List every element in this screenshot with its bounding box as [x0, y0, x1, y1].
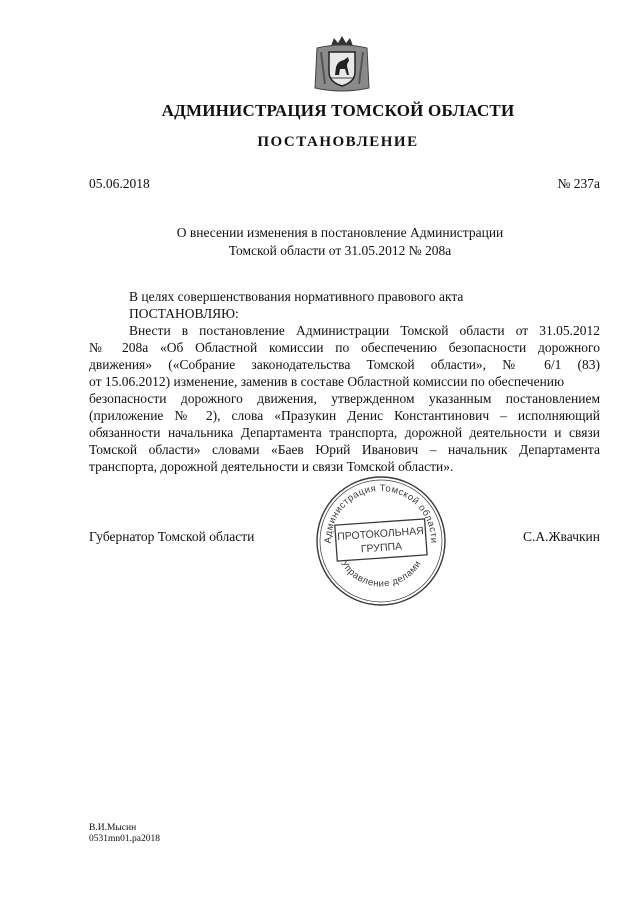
file-code: 0531mn01.ра2018	[89, 834, 160, 844]
body-line: (приложение № 2), слова «Празукин Денис Константинович – исполняющий	[89, 408, 600, 423]
document-subject	[120, 224, 560, 260]
body-line: движения» («Собрание законодательства Томской области», № 6/1 (83)	[89, 357, 600, 372]
organization-title: АДМИНИСТРАЦИЯ ТОМСКОЙ ОБЛАСТИ	[161, 101, 515, 120]
body-line: Томской области» словами «Баев Юрий Иванович – начальник Департамента	[89, 442, 600, 457]
author-initials: В.И.Мысин	[89, 823, 137, 833]
signatory-name: С.А.Жвачкин	[522, 529, 600, 544]
signatory-title: Губернатор Томской области	[89, 529, 255, 544]
svg-text:ПРОТОКОЛЬНАЯ: ПРОТОКОЛЬНАЯ	[336, 525, 425, 544]
body-line: безопасности дорожного движения, утвержденном указанным постановлением	[89, 391, 600, 406]
document-number: № 237а	[557, 176, 600, 191]
document-date: 05.06.2018	[89, 176, 150, 191]
svg-text:Администрация Томской области: Администрация Томской области	[322, 482, 440, 544]
svg-text:Управление делами: Управление делами	[338, 558, 424, 590]
body-line: обязанности начальника Департамента транспорта, дорожной деятельности и связи	[89, 425, 600, 440]
body-line: Внести в постановление Администрации Томской области от 31.05.2012	[129, 323, 600, 338]
svg-text:ГРУППА: ГРУППА	[360, 540, 403, 556]
subject-line: О внесении изменения в постановление Администрации	[176, 225, 504, 240]
document-body	[89, 288, 600, 475]
official-stamp	[314, 474, 448, 608]
body-line: от 15.06.2012) изменение, заменив в составе Областной комиссии по обеспечению	[89, 374, 565, 389]
document-type-title: ПОСТАНОВЛЕНИЕ	[257, 134, 419, 150]
decree-word: ПОСТАНОВЛЯЮ:	[129, 306, 239, 321]
subject-line: Томской области от 31.05.2012 № 208а	[228, 243, 452, 258]
preamble: В целях совершенствования нормативного правового акта	[129, 289, 464, 304]
coat-of-arms-icon	[311, 32, 373, 94]
body-line: транспорта, дорожной деятельности и связи Томской области».	[89, 459, 454, 474]
body-line: № 208а «Об Областной комиссии по обеспечению безопасности дорожного	[89, 340, 600, 355]
document-footer	[89, 823, 160, 845]
